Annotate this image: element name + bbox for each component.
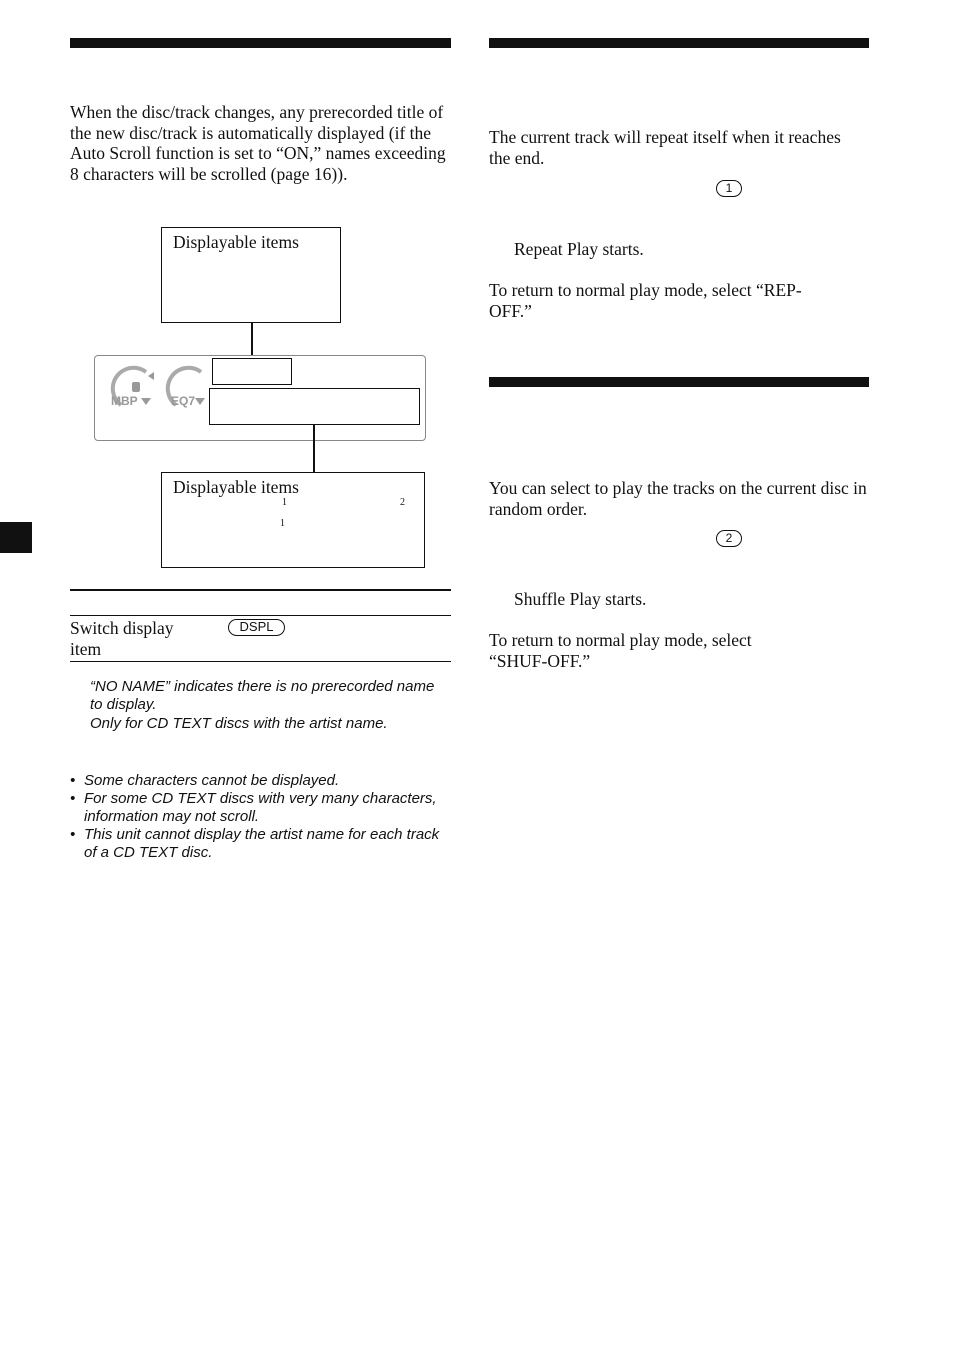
bottom-note-marker-1a: 1 <box>282 497 287 508</box>
bottom-displayable-box <box>161 472 425 568</box>
repeat-return-text: To return to normal play mode, select “REP-OFF.” <box>489 280 802 321</box>
knob-graphic-icon <box>101 360 221 420</box>
right-section-bar-repeat <box>489 38 869 48</box>
right-section-bar-shuffle <box>489 377 869 387</box>
bullet-text-1: Some characters cannot be displayed. <box>84 772 340 789</box>
note-2: Only for CD TEXT discs with the artist name. <box>90 715 388 732</box>
display-eq7-label: EQ7 <box>171 394 196 408</box>
unit-display-panel <box>94 355 426 441</box>
table-top-rule <box>70 589 451 591</box>
left-section-bar <box>70 38 451 48</box>
repeat-step-text: Repeat Play starts. <box>514 239 644 259</box>
connector-line-bottom <box>313 424 315 472</box>
table-row-label: Switch display item <box>70 618 174 659</box>
page-side-tab <box>0 522 32 553</box>
bullet-text-3: This unit cannot display the artist name for each track of a CD TEXT disc. <box>84 826 440 861</box>
bullet-item-1: • Some characters cannot be displayed. <box>70 772 450 790</box>
table-bottom-rule <box>70 661 451 662</box>
bottom-displayable-label: Displayable items <box>173 477 299 497</box>
dspl-button[interactable]: DSPL <box>228 619 285 636</box>
shuffle-description: You can select to play the tracks on the current disc in random order. <box>489 478 867 519</box>
bullet-item-2: • For some CD TEXT discs with very many characters, information may not scroll. <box>70 790 450 826</box>
table-header-rule <box>70 615 451 616</box>
bottom-note-marker-1b: 1 <box>280 518 285 529</box>
bullet-item-3: • This unit cannot display the artist name for each track of a CD TEXT disc. <box>70 826 450 862</box>
eq7-arrow-icon <box>195 398 205 405</box>
connector-line-top <box>251 322 253 357</box>
repeat-description: The current track will repeat itself when it reaches the end. <box>489 127 841 168</box>
note-1: “NO NAME” indicates there is no prerecorded name to display. <box>90 678 435 713</box>
top-displayable-label: Displayable items <box>173 232 299 252</box>
repeat-button-1[interactable]: 1 <box>716 180 742 197</box>
bottom-note-marker-2: 2 <box>400 497 405 508</box>
intro-paragraph: When the disc/track changes, any prerecorded title of the new disc/track is automatically displayed (if the Auto Scroll function is set to “ON,” names exceeding 8 characters will be scrolled (page 16)). <box>70 102 446 184</box>
top-displayable-box <box>161 227 341 323</box>
display-small-window <box>212 358 292 385</box>
bullet-text-2: For some CD TEXT discs with very many characters, information may not scroll. <box>84 790 437 825</box>
shuffle-button-2[interactable]: 2 <box>716 530 742 547</box>
mbp-arrow-icon <box>141 398 151 405</box>
display-mbp-label: MBP <box>111 394 138 408</box>
shuffle-return-text: To return to normal play mode, select “SHUF-OFF.” <box>489 630 752 671</box>
display-main-window <box>209 388 420 425</box>
shuffle-step-text: Shuffle Play starts. <box>514 589 647 609</box>
